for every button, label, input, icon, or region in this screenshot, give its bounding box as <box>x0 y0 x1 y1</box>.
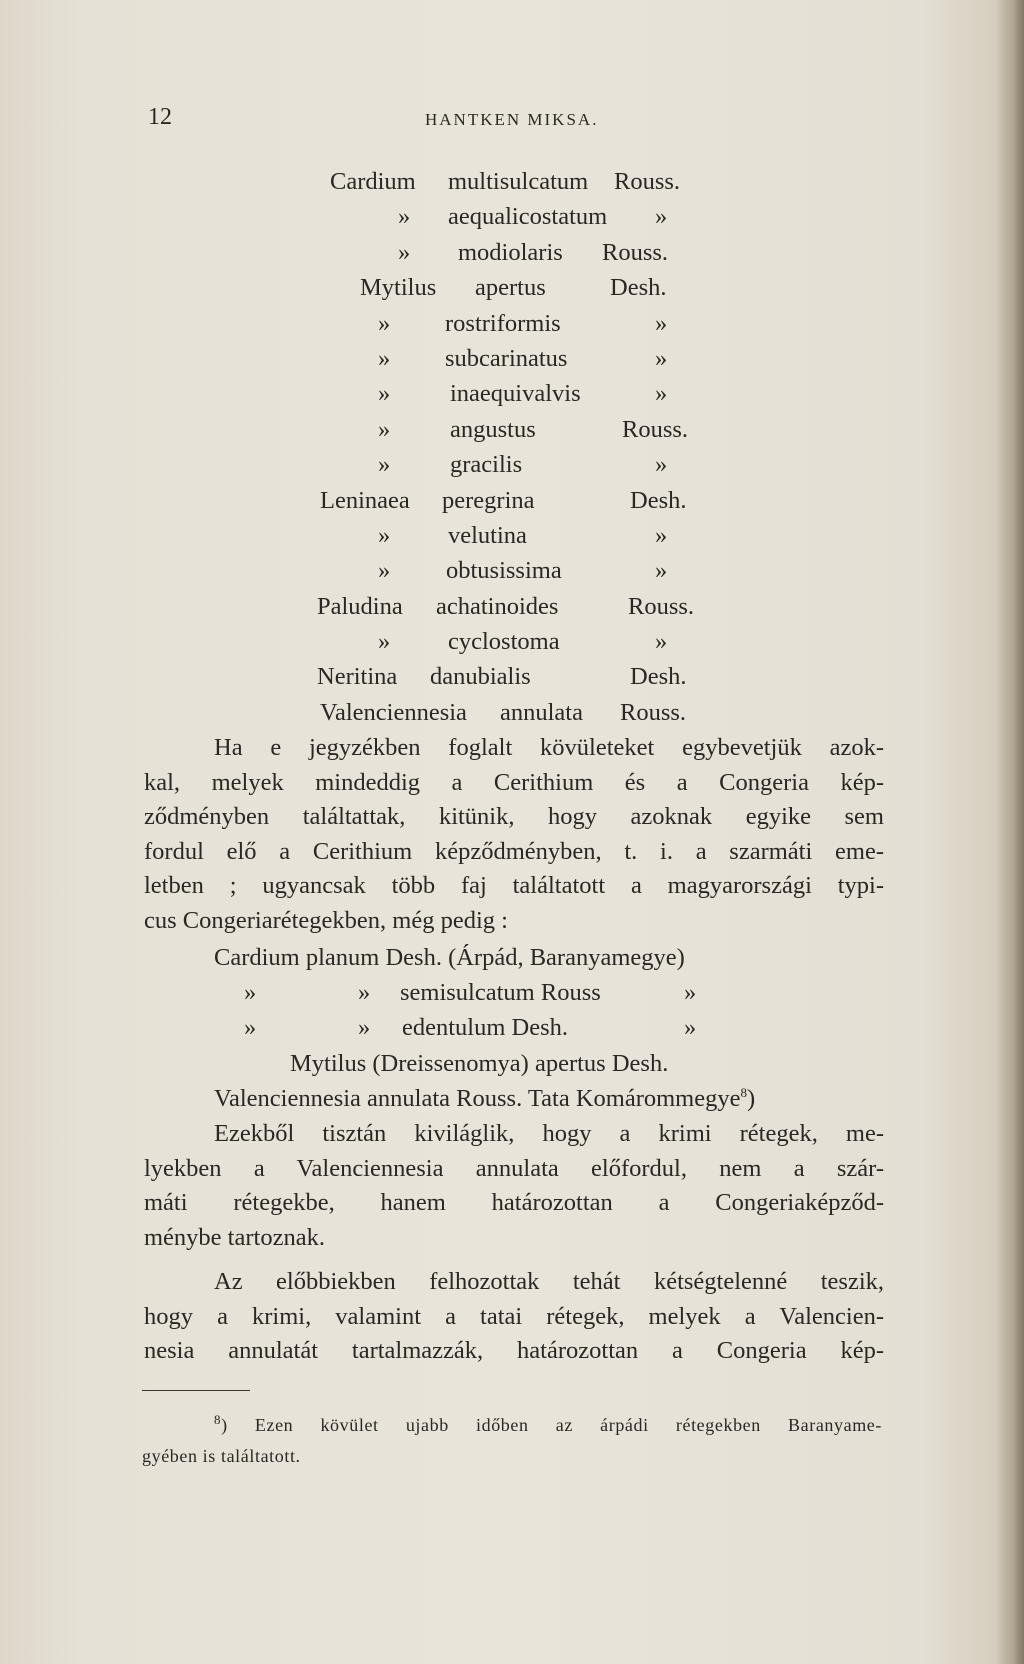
list-item <box>0 663 1024 698</box>
genus: » <box>378 451 391 479</box>
text-line: Az előbbiekben felhozottak tehát kétségtelenné teszik, <box>214 1268 884 1295</box>
ditto-mark: » <box>244 979 257 1007</box>
list-item <box>0 487 1024 522</box>
genus: Valenciennesia <box>320 698 467 726</box>
species: peregrina <box>442 486 535 514</box>
author: Rouss. <box>614 168 681 195</box>
text-line: lyekben a Valenciennesia annulata előfordul, nem a szár- <box>144 1154 884 1182</box>
species: danubialis <box>430 663 531 691</box>
species: annulata <box>500 698 583 726</box>
text-line: cus Congeriarétegekben, még pedig : <box>144 906 508 934</box>
text-line: máti rétegekbe, hanem határozottan a Congeriaképződ- <box>144 1189 884 1217</box>
text-line: Ezekből tisztán kiviláglik, hogy a krimi rétegek, me- <box>214 1120 884 1147</box>
text-line: letben ; ugyancsak több faj találtatott a magyarországi typi- <box>144 872 884 900</box>
list-text <box>214 1085 755 1113</box>
example-list <box>0 944 1024 1120</box>
text-line: ződményben találtattak, kitünik, hogy azoknak egyike sem <box>144 803 884 831</box>
genus: » <box>378 415 391 443</box>
list-text: edentulum Desh. <box>402 1014 569 1042</box>
footnote <box>142 1410 882 1472</box>
species: obtusissima <box>446 557 562 585</box>
text-line: fordul elő a Cerithium képződményben, t. i. a szarmáti eme- <box>144 837 884 865</box>
species: apertus <box>475 274 546 302</box>
author: » <box>655 628 668 656</box>
ditto-mark: » <box>358 979 371 1007</box>
species: achatinoides <box>436 592 559 620</box>
author: Desh. <box>630 486 687 514</box>
author: » <box>655 344 668 372</box>
footnote-ref: 8 <box>740 1084 747 1100</box>
footnote-ref-paren: ) <box>746 1084 756 1112</box>
species: modiolaris <box>458 238 563 266</box>
list-item <box>0 944 1024 979</box>
genus: Neritina <box>317 663 398 691</box>
running-head: HANTKEN MIKSA. <box>425 110 599 129</box>
genus: » <box>378 309 391 337</box>
genus: » <box>378 344 391 372</box>
list-item <box>0 203 1024 238</box>
genus: » <box>378 380 391 408</box>
list-text-main: Valenciennesia annulata Rouss. Tata Komárommegye <box>214 1084 741 1112</box>
paragraph-1 <box>144 731 884 939</box>
list-item <box>0 628 1024 663</box>
ditto-mark: » <box>684 1014 697 1042</box>
author: » <box>655 309 668 337</box>
list-item <box>0 416 1024 451</box>
genus: Mytilus <box>360 274 437 302</box>
list-item <box>0 522 1024 557</box>
ditto-mark: » <box>358 1014 371 1042</box>
list-item <box>0 345 1024 380</box>
genus: Paludina <box>317 592 403 620</box>
species: rostriformis <box>445 309 561 337</box>
list-item <box>0 168 1024 203</box>
ditto-mark: » <box>684 979 697 1007</box>
author: Rouss. <box>622 415 689 443</box>
text-line: ménybe tartoznak. <box>144 1223 325 1251</box>
list-text: Cardium planum Desh. (Árpád, Baranyamegye) <box>214 944 685 971</box>
species: velutina <box>448 521 527 549</box>
ditto-mark: » <box>244 1014 257 1042</box>
paragraph-2 <box>144 1117 884 1255</box>
list-item <box>0 451 1024 486</box>
list-text: semisulcatum Rouss <box>400 979 601 1007</box>
author: Rouss. <box>620 698 687 726</box>
text-line: nesia annulatát tartalmazzák, határozottan a Congeria kép- <box>144 1337 884 1365</box>
species: aequalicostatum <box>448 203 608 231</box>
species-list <box>0 168 1024 734</box>
list-item <box>0 557 1024 592</box>
list-item <box>0 1050 1024 1085</box>
list-item <box>0 1014 1024 1049</box>
list-item <box>0 699 1024 734</box>
footnote-divider <box>142 1390 250 1391</box>
author: » <box>655 203 668 231</box>
author: » <box>655 451 668 479</box>
page-header <box>0 104 1024 140</box>
list-item <box>0 593 1024 628</box>
footnote-marker: 8 <box>214 1412 222 1427</box>
list-text: Mytilus (Dreissenomya) apertus Desh. <box>290 1049 669 1077</box>
genus: » <box>378 628 391 656</box>
paragraph-3 <box>144 1265 884 1369</box>
species: angustus <box>450 415 536 443</box>
page-number: 12 <box>148 104 172 130</box>
genus: » <box>398 238 411 266</box>
author: Rouss. <box>628 592 695 620</box>
list-item <box>0 380 1024 415</box>
species: subcarinatus <box>445 344 568 372</box>
footnote-text: ) Ezen kövület ujabb időben az árpádi rétegekben Baranyame- <box>221 1415 882 1435</box>
species: cyclostoma <box>448 628 560 656</box>
list-item <box>0 274 1024 309</box>
text-line: hogy a krimi, valamint a tatai rétegek, melyek a Valencien- <box>144 1302 884 1330</box>
genus: » <box>378 557 391 585</box>
author: » <box>655 557 668 585</box>
list-item <box>0 1085 1024 1120</box>
author: » <box>655 380 668 408</box>
genus: Cardium <box>330 168 416 195</box>
species: inaequivalvis <box>450 380 581 408</box>
genus: Leninaea <box>320 486 410 514</box>
author: Rouss. <box>602 238 669 266</box>
species: gracilis <box>450 451 523 479</box>
text-line: Ha e jegyzékben foglalt kövületeket egybevetjük azok- <box>214 734 884 761</box>
list-item <box>0 979 1024 1014</box>
species: multisulcatum <box>448 168 589 195</box>
text-line: kal, melyek mindeddig a Cerithium és a Congeria kép- <box>144 768 884 796</box>
list-item <box>0 239 1024 274</box>
genus: » <box>378 521 391 549</box>
author: Desh. <box>630 663 687 691</box>
author: Desh. <box>610 274 667 302</box>
footnote-line: gyében is találtatott. <box>142 1446 301 1466</box>
genus: » <box>398 203 411 231</box>
author: » <box>655 521 668 549</box>
list-item <box>0 310 1024 345</box>
footnote-line <box>142 1410 882 1441</box>
